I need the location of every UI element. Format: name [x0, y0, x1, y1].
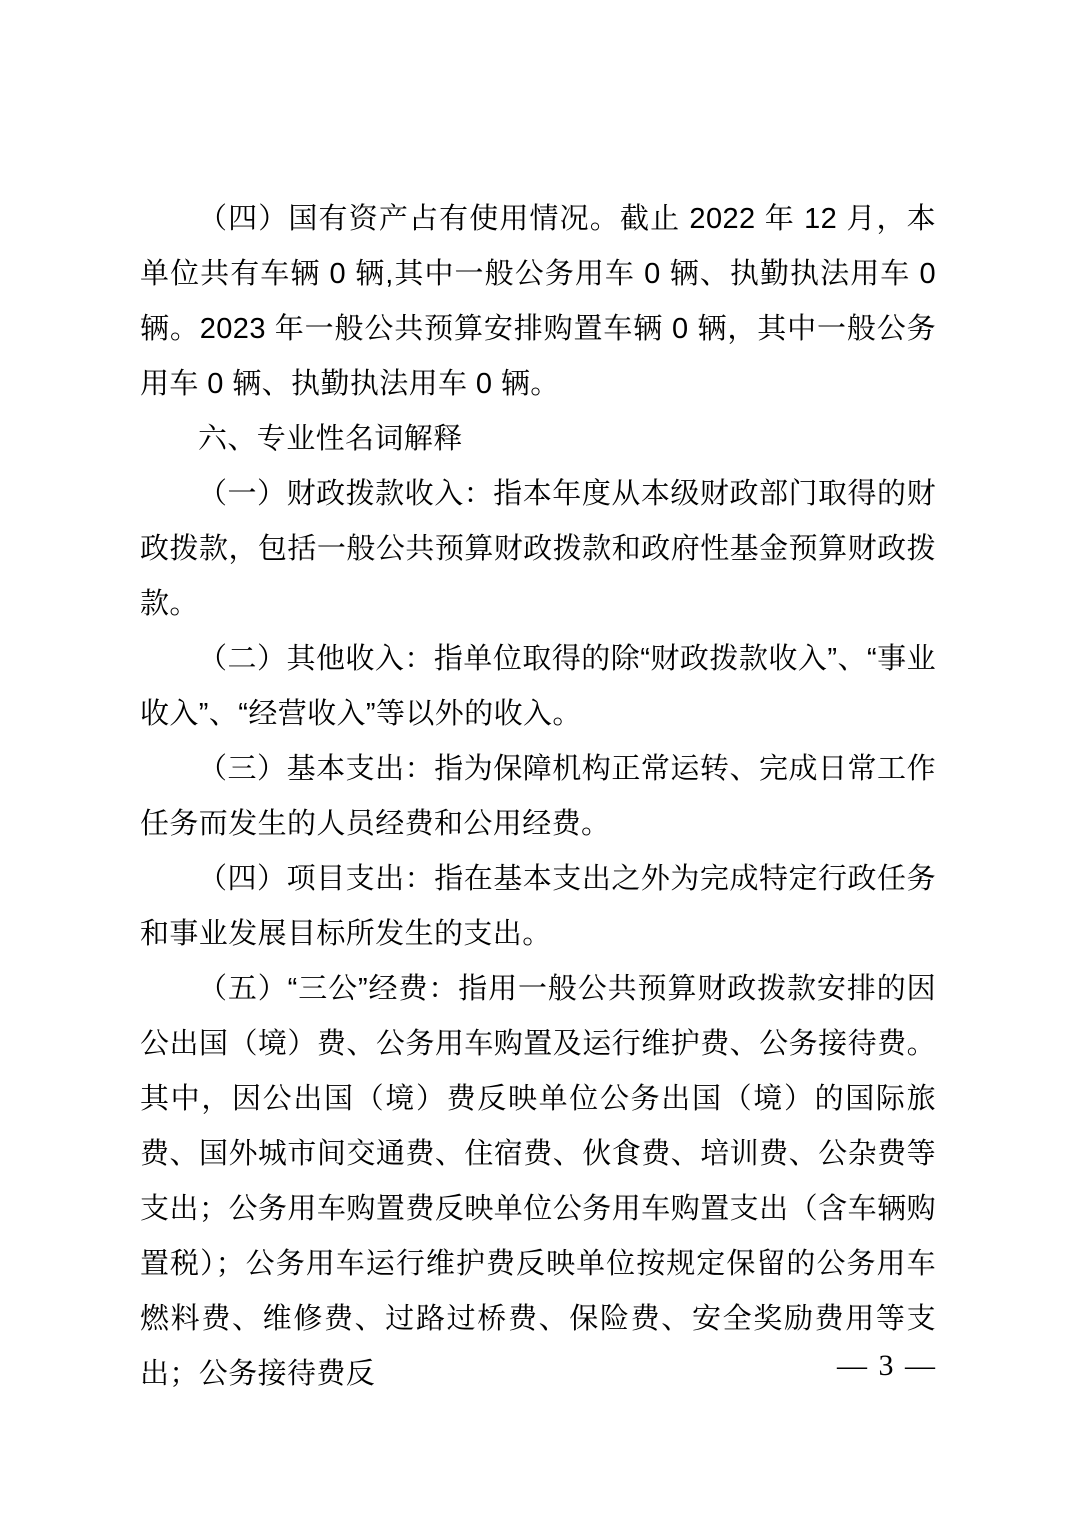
paragraph-term-other-income: （二）其他收入：指单位取得的除“财政拨款收入”、“事业收入”、“经营收入”等以外的收入。 — [140, 643, 936, 730]
paragraph-term-project-expenditure: （四）项目支出：指在基本支出之外为完成特定行政任务和事业发展目标所发生的支出。 — [140, 863, 936, 950]
paragraph-term-three-public-expenses: （五）“三公”经费：指用一般公共预算财政拨款安排的因公出国（境）费、公务用车购置及运行维护费、公务接待费。其中，因公出国（境）费反映单位公务出国（境）的国际旅费、国外城市间交通费、住宿费、伙食费、培训费、公杂费等支出；公务用车购置费反映单位公务用车购置支出（含车辆购置税）；公务用车运行维护费反映单位按规定保留的公务用车燃料费、维修费、过路过桥费、保险费、安全奖励费用等支出；公务接待费反 — [140, 973, 936, 1390]
page-number: — 3 — — [837, 1349, 937, 1382]
paragraph-term-basic-expenditure: （三）基本支出：指为保障机构正常运转、完成日常工作任务而发生的人员经费和公用经费。 — [140, 753, 936, 840]
paragraph-term-fiscal-appropriation-income: （一）财政拨款收入：指本年度从本级财政部门取得的财政拨款，包括一般公共预算财政拨款和政府性基金预算财政拨款。 — [140, 478, 936, 620]
document-body — [140, 192, 936, 1402]
section-heading-terminology: 六、专业性名词解释 — [198, 423, 463, 455]
paragraph-state-assets: （四）国有资产占有使用情况。截止 2022 年 12 月，本单位共有车辆 0 辆,其中一般公务用车 0 辆、执勤执法用车 0 辆。2023 年一般公共预算安排购置车辆 0 辆，其中一般公务用车 0 辆、执勤执法用车 0 辆。 — [140, 203, 936, 400]
